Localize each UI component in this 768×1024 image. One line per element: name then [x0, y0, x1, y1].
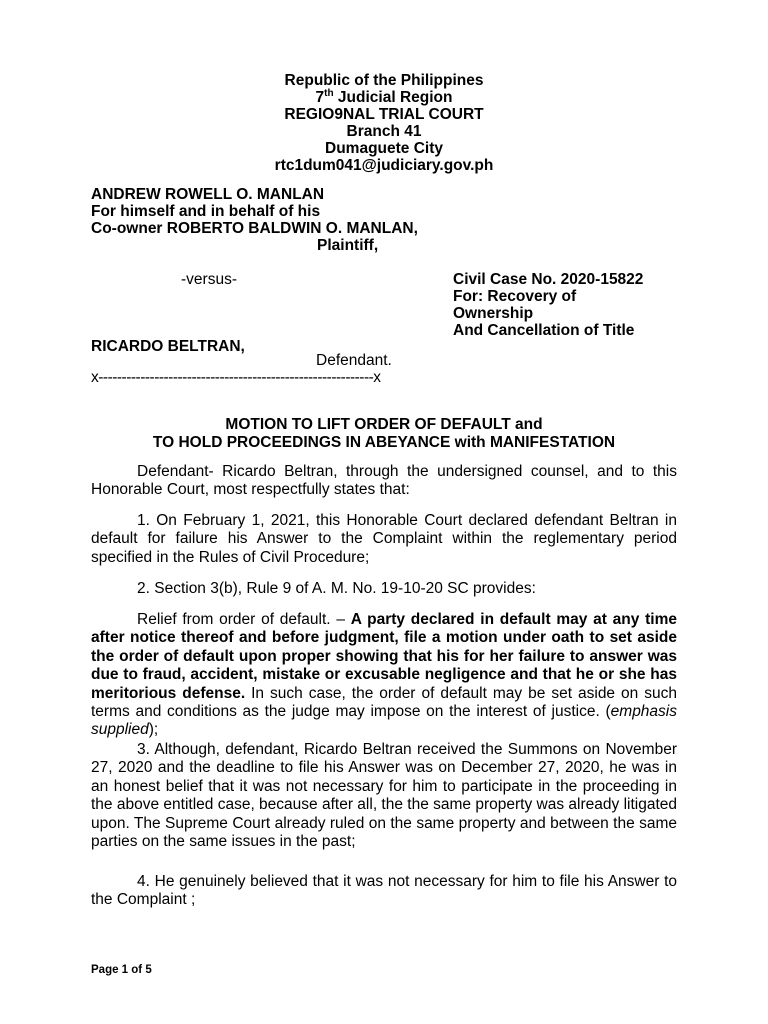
header-city: Dumaguete City — [325, 140, 443, 157]
header-region — [0, 89, 768, 106]
header-court: REGIO9NAL TRIAL COURT — [284, 106, 484, 123]
header-republic: Republic of the Philippines — [284, 72, 484, 89]
plaintiff-line2: For himself and in behalf of his — [91, 203, 321, 220]
header-region-sup: th — [324, 87, 334, 99]
motion-title-line1: MOTION TO LIFT ORDER OF DEFAULT and — [225, 416, 543, 433]
motion-title — [0, 416, 768, 452]
quote-end: ); — [148, 721, 159, 739]
court-header — [0, 72, 768, 174]
paragraph-1: 1. On February 1, 2021, this Honorable Court declared defendant Beltran in default for failure his Answer to the Complaint within the reglementary period specified in the Rules of Civil Procedure; — [91, 512, 677, 566]
plaintiff-name: ANDREW ROWELL O. MANLAN — [91, 186, 325, 203]
case-for-1: For: Recovery of — [453, 288, 577, 305]
paragraph-3: 3. Although, defendant, Ricardo Beltran received the Summons on November 27, 2020 and the deadline to file his Answer was on December 27, 2020, he was in an honest belief that it was not necessary for him to participate in the proceeding in the above entitled case, because after all, the the same property was already litigated upon. The Supreme Court already ruled on the same property and between the same parties on the same issues in the past; — [91, 741, 677, 851]
header-branch: Branch 41 — [346, 123, 422, 140]
header-region-num: 7 — [315, 89, 325, 106]
motion-title-line2: TO HOLD PROCEEDINGS IN ABEYANCE with MANIFESTATION — [152, 434, 616, 451]
quote-bold: A party declared in default may at any time after notice thereof and before judgment, file a motion under oath to set aside the order of default upon proper showing that his for her failure to answer was due to fraud, accident, mistake or excusable negligence and that he or she has meritorious defense. — [91, 611, 677, 702]
quote-emphasis: emphasis supplied — [91, 703, 677, 739]
versus-label: -versus- — [181, 271, 237, 288]
quote-tail: In such case, the order of default may be set aside on such terms and conditions as the judge may impose on the interest of justice. ( — [91, 684, 677, 721]
caption-separator: x-----------------------------------------------------------x — [91, 369, 381, 386]
defendant-name: RICARDO BELTRAN, — [91, 338, 245, 355]
defendant-role: Defendant. — [316, 352, 392, 369]
page-number: Page 1 of 5 — [91, 964, 152, 976]
plaintiff-role: Plaintiff, — [317, 237, 379, 254]
plaintiff-line3: Co-owner ROBERTO BALDWIN O. MANLAN, — [91, 220, 418, 237]
header-email: rtc1dum041@judiciary.gov.ph — [274, 157, 494, 174]
header-region-rest: Judicial Region — [333, 89, 453, 106]
case-for-2: Ownership — [453, 305, 534, 322]
case-caption — [91, 186, 418, 254]
case-for-3: And Cancellation of Title — [453, 322, 635, 339]
paragraph-4: 4. He genuinely believed that it was not necessary for him to file his Answer to the Complaint ; — [91, 873, 677, 909]
quote-lead: Relief from order of default. – — [137, 611, 351, 628]
case-details — [453, 271, 643, 339]
case-number: Civil Case No. 2020-15822 — [453, 271, 644, 288]
paragraph-2: 2. Section 3(b), Rule 9 of A. M. No. 19-10-20 SC provides: — [137, 580, 536, 597]
intro-paragraph: Defendant- Ricardo Beltran, through the undersigned counsel, and to this Honorable Court, most respectfully states that: — [91, 463, 677, 499]
quoted-rule — [91, 611, 677, 740]
